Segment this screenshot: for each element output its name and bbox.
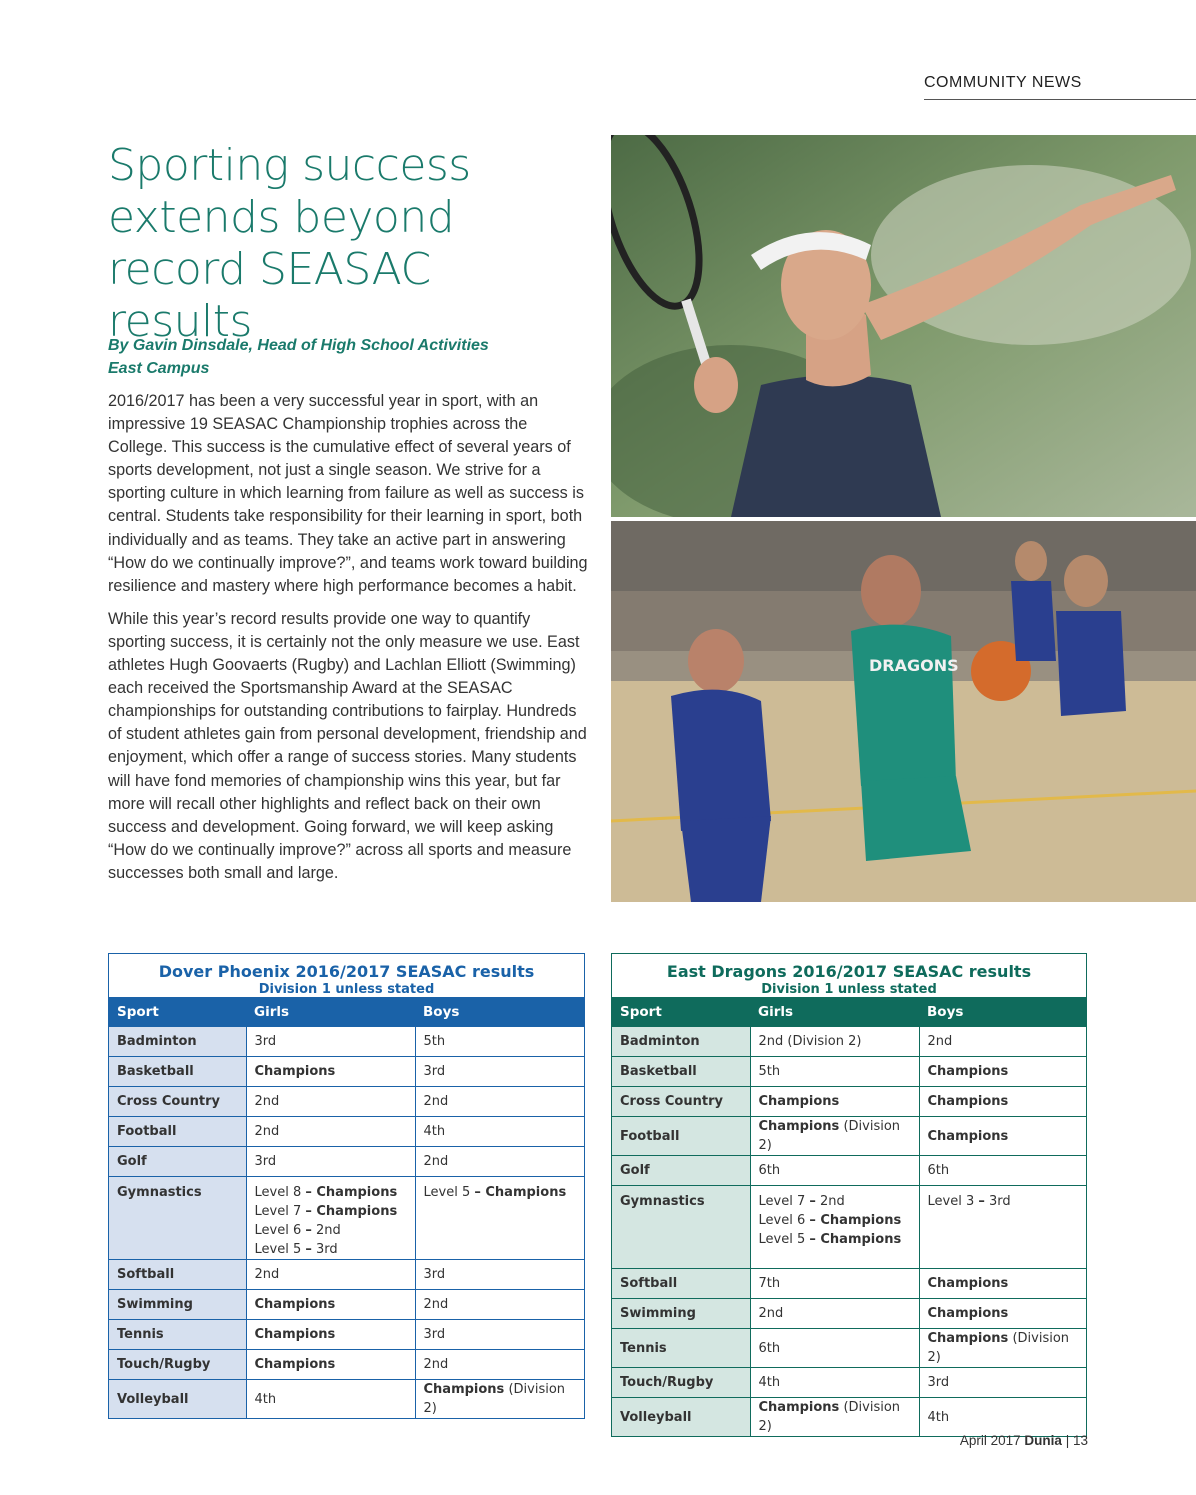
table-row [109,1177,584,1260]
dover-results-table [108,953,585,1419]
cell-boys: Champions (Division 2) [919,1329,1086,1368]
table-row [612,1117,1086,1156]
cell-girls: Champions (Division 2) [750,1398,919,1437]
cell-girls: Champions [246,1057,415,1087]
table-subtitle: Division 1 unless stated [258,982,435,997]
cell-girls: 6th [750,1329,919,1368]
cell-boys: 4th [415,1117,584,1147]
table-subtitle: Division 1 unless stated [761,982,937,997]
cell-boys: 6th [919,1156,1086,1186]
cell-girls: Champions (Division 2) [750,1117,919,1156]
col-header-girls: Girls [246,997,415,1027]
cell-boys: 2nd [415,1147,584,1177]
cell-girls: Level 7 – 2nd Level 6 – Champions Level 5 – Champions [750,1186,919,1269]
cell-girls: 3rd [246,1147,415,1177]
cell-boys: Champions [919,1057,1086,1087]
cell-sport: Basketball [109,1057,246,1087]
table-row [109,1350,584,1380]
cell-boys: Champions (Division 2) [415,1380,584,1419]
col-header-sport: Sport [109,997,246,1027]
cell-boys: 2nd [415,1087,584,1117]
table-row [109,1147,584,1177]
article-headline: Sporting success extends beyond record SEASAC results [108,140,471,347]
page-footer [900,1433,1088,1448]
cell-sport: Badminton [109,1027,246,1057]
cell-sport: Touch/Rugby [109,1350,246,1380]
jersey-text: DRAGONS [869,656,959,675]
cell-boys: 3rd [415,1057,584,1087]
cell-sport: Tennis [612,1329,750,1368]
cell-boys: 2nd [415,1350,584,1380]
cell-sport: Cross Country [109,1087,246,1117]
table-row [612,1368,1086,1398]
cell-sport: Football [109,1117,246,1147]
cell-sport: Golf [109,1147,246,1177]
cell-boys: Champions [919,1117,1086,1156]
page-number: 13 [1072,1433,1088,1448]
cell-girls: 2nd (Division 2) [750,1027,919,1057]
table-row [109,1260,584,1290]
cell-girls: Level 8 – Champions Level 7 – Champions Level 6 – 2nd Level 5 – 3rd [246,1177,415,1260]
cell-sport: Football [612,1117,750,1156]
cell-sport: Volleyball [612,1398,750,1437]
cell-girls: 6th [750,1156,919,1186]
table-row [612,1186,1086,1269]
cell-boys: 5th [415,1027,584,1057]
cell-sport: Swimming [612,1299,750,1329]
article-paragraph: While this year’s record results provide one way to quantify sporting success, it is certainly not the only measure we use. East athletes Hugh Goovaerts (Rugby) and Lachlan Elliott (Swimming) each received the Sportsmanship Award at the SEASAC championships for outstanding contributions to fairplay. Hundreds of student athletes gain from personal development, friendship and enjoyment, which offer a range of success stories. Many students will have fond memories of championship wins this year, but far more will recall other highlights and reflect back on their own success and development. Going forward, we will keep asking “How do we continually improve?” across all sports and measure successes both small and large. [108,609,587,882]
cell-boys: 2nd [415,1290,584,1320]
cell-sport: Basketball [612,1057,750,1087]
table-row [109,1117,584,1147]
table-row [612,1057,1086,1087]
table-header-row [109,997,584,1027]
cell-girls: Champions [750,1087,919,1117]
cell-boys: 2nd [919,1027,1086,1057]
cell-sport: Volleyball [109,1380,246,1419]
table-row [109,1027,584,1057]
cell-boys: Champions [919,1087,1086,1117]
table-row [612,1299,1086,1329]
footer-date: April 2017 [959,1433,1021,1448]
cell-girls: 4th [750,1368,919,1398]
cell-girls: 2nd [246,1117,415,1147]
cell-sport: Touch/Rugby [612,1368,750,1398]
table-header [612,954,1086,997]
col-header-sport: Sport [612,997,750,1027]
cell-girls: 2nd [246,1087,415,1117]
col-header-boys: Boys [919,997,1086,1027]
table-header [109,954,584,997]
cell-sport: Gymnastics [109,1177,246,1260]
table-row [109,1290,584,1320]
cell-girls: 3rd [246,1027,415,1057]
col-header-girls: Girls [750,997,919,1027]
col-header-boys: Boys [415,997,584,1027]
cell-sport: Tennis [109,1320,246,1350]
cell-boys: 3rd [415,1320,584,1350]
byline-author: By Gavin Dinsdale, Head of High School Activities [108,337,489,354]
cell-girls: 2nd [246,1260,415,1290]
cell-boys: 4th [919,1398,1086,1437]
cell-girls: 4th [246,1380,415,1419]
cell-sport: Softball [109,1260,246,1290]
east-results-table [611,953,1087,1437]
cell-sport: Softball [612,1269,750,1299]
cell-girls: Champions [246,1350,415,1380]
cell-girls: Champions [246,1320,415,1350]
cell-boys: Champions [919,1269,1086,1299]
tennis-photo [611,135,1196,517]
table-row [612,1329,1086,1368]
table-row [109,1087,584,1117]
cell-boys: 3rd [919,1368,1086,1398]
table-row [612,1027,1086,1057]
table-row [612,1156,1086,1186]
cell-sport: Gymnastics [612,1186,750,1269]
cell-boys: Level 5 – Champions [415,1177,584,1260]
cell-sport: Swimming [109,1290,246,1320]
table-row [109,1057,584,1087]
cell-boys: Champions [919,1299,1086,1329]
cell-boys: Level 3 – 3rd [919,1186,1086,1269]
cell-sport: Golf [612,1156,750,1186]
byline-campus: East Campus [108,360,210,377]
table-row [612,1087,1086,1117]
footer-brand: Dunia [1024,1433,1062,1448]
footer-separator: | [1065,1433,1070,1448]
table-title: Dover Phoenix 2016/2017 SEASAC results [158,962,535,981]
table-title: East Dragons 2016/2017 SEASAC results [666,962,1032,981]
cell-sport: Cross Country [612,1087,750,1117]
table-header-row [612,997,1086,1027]
cell-girls: Champions [246,1290,415,1320]
table-row [612,1398,1086,1437]
section-rule [924,99,1196,100]
table-row [109,1320,584,1350]
table-row [612,1269,1086,1299]
table-row [109,1380,584,1419]
basketball-photo [611,521,1196,902]
cell-girls: 7th [750,1269,919,1299]
cell-girls: 5th [750,1057,919,1087]
article-body [108,390,588,895]
section-label: COMMUNITY NEWS [924,74,1082,91]
article-byline [108,334,588,380]
article-paragraph: 2016/2017 has been a very successful year in sport, with an impressive 19 SEASAC Championship trophies across the College. This success is the cumulative effect of several years of sports development, not just a single season. We strive for a sporting culture in which learning from failure as well as success is central. Students take responsibility for their learning in sport, both individually and as teams. They take an active part in answering “How do we continually improve?”, and teams work toward building resilience and mastery where high performance becomes a habit. [108,392,588,595]
cell-boys: 3rd [415,1260,584,1290]
cell-girls: 2nd [750,1299,919,1329]
cell-sport: Badminton [612,1027,750,1057]
